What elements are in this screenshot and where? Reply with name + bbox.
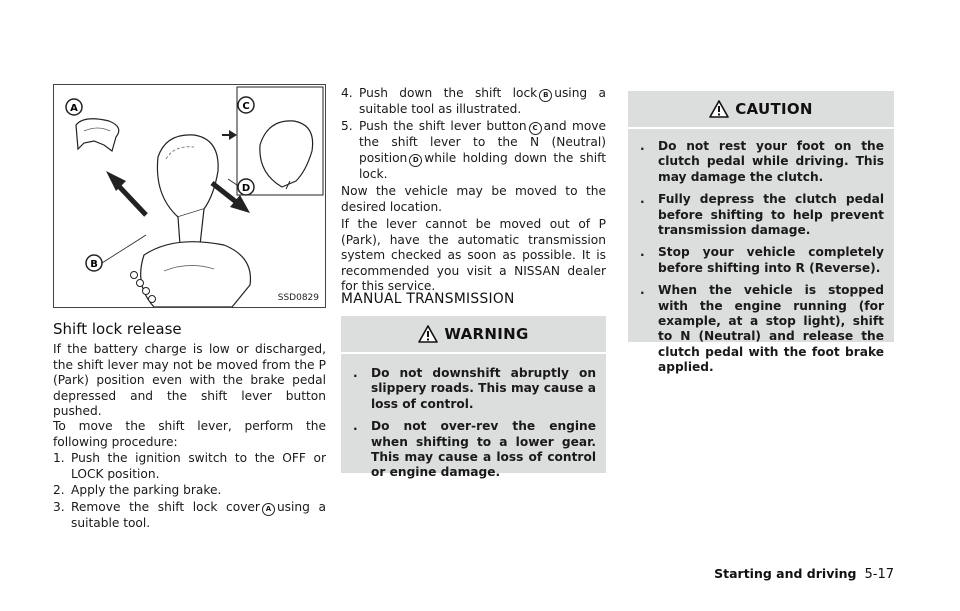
marker-c-icon: C — [529, 122, 542, 135]
warning-title: WARNING — [444, 325, 529, 343]
step-3-number: 3. — [53, 500, 65, 514]
manual-transmission-title: MANUAL TRANSMISSION — [341, 291, 515, 307]
shift-lock-illustration — [53, 84, 326, 308]
step-4-text: Push down the shift lock B using a suitable tool as illustrated. — [359, 86, 606, 116]
page-footer — [714, 566, 894, 582]
step-4-number: 4. — [341, 86, 353, 100]
step-2 — [53, 483, 326, 499]
warning-box — [341, 316, 606, 480]
caution-list — [628, 139, 894, 383]
step-4 — [341, 86, 606, 118]
step-5-number: 5. — [341, 119, 353, 133]
label-c: C — [242, 101, 250, 112]
caution-triangle-icon — [709, 100, 729, 118]
shift-lock-lead: To move the shift lever, perform the following procedure: — [53, 419, 326, 449]
label-b: B — [90, 259, 98, 270]
caution-item: . When the vehicle is stopped with the engine running (for example, at a stop light), shift to N (Neutral) and release the clutch pedal with the foot brake applied. — [640, 283, 884, 375]
step-1 — [53, 451, 326, 483]
figure-code: SSD0829 — [277, 293, 319, 303]
after-para-2: If the lever cannot be moved out of P (Park), have the automatic transmission system checked as soon as possible. It is recommended you visit a NISSAN dealer for this service. — [341, 217, 606, 294]
step-5-text: Push the shift lever button C and move the shift lever to the N (Neutral) position D while holding down the shift lock. — [359, 119, 606, 181]
step-3-text: Remove the shift lock cover A using a suitable tool. — [71, 500, 326, 530]
shift-lock-intro: If the battery charge is low or discharged, the shift lever may not be moved from the P (Park) position even with the brake pedal depressed and the shift lever button pushed. — [53, 342, 326, 419]
warning-triangle-icon — [418, 325, 438, 343]
warning-item: . Do not over-rev the engine when shifting to a lower gear. This may cause a loss of control or engine damage. — [353, 419, 596, 480]
step-2-number: 2. — [53, 483, 65, 497]
caution-header — [628, 91, 894, 129]
caution-title: CAUTION — [735, 100, 813, 118]
marker-d-icon: D — [409, 154, 422, 167]
step-3 — [53, 500, 326, 532]
after-para-1: Now the vehicle may be moved to the desired location. — [341, 184, 606, 214]
warning-header — [341, 316, 606, 354]
step-5 — [341, 119, 606, 181]
warning-list — [341, 366, 606, 488]
label-d: D — [241, 183, 251, 194]
caution-item: . Fully depress the clutch pedal before shifting to help prevent transmission damage. — [640, 192, 884, 238]
step-2-text: Apply the parking brake. — [71, 483, 222, 497]
caution-item: . Stop your vehicle completely before shifting into R (Reverse). — [640, 245, 884, 275]
label-a: A — [70, 103, 78, 114]
marker-b-icon: B — [539, 89, 552, 102]
step-1-number: 1. — [53, 451, 65, 465]
shift-lock-heading: Shift lock release — [53, 320, 182, 338]
marker-a-icon: A — [262, 503, 275, 516]
page-number: 5-17 — [864, 567, 894, 582]
caution-box — [628, 91, 894, 375]
step-1-text: Push the ignition switch to the OFF or LOCK position. — [71, 451, 326, 481]
shift-lever-drawing — [54, 85, 325, 307]
caution-item: . Do not rest your foot on the clutch pedal while driving. This may damage the clutch. — [640, 139, 884, 184]
warning-item: . Do not downshift abruptly on slippery roads. This may cause a loss of control. — [353, 366, 596, 411]
footer-section: Starting and driving — [714, 566, 857, 581]
